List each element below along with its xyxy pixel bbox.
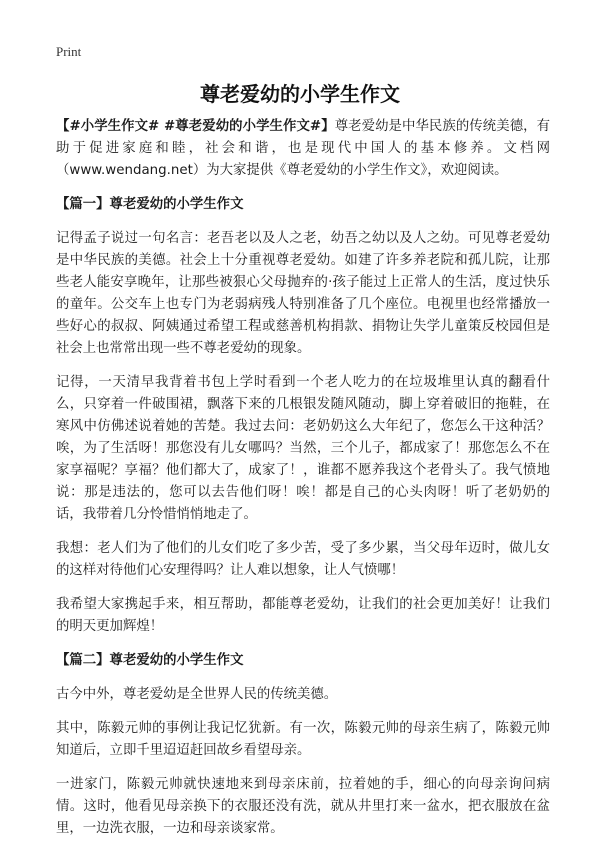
intro-paragraph: [56, 116, 550, 182]
paragraph: 古今中外，尊老爱幼是全世界人民的传统美德。: [56, 687, 338, 702]
article-body: [56, 116, 550, 852]
print-label: Print: [56, 44, 82, 59]
intro-tags: 【#小学生作文# #尊老爱幼的小学生作文#】: [56, 119, 335, 134]
paragraph: 记得孟子说过一句名言：老吾老以及人之老，幼吾之幼以及人之幼。可见尊老爱幼是中华民族的美德。社会上十分重视尊老爱幼。如建了许多养老院和孤儿院，让那些老人能安享晚年，让那些被狠心父母抛弃的·孩子能过上正常人的生活，度过快乐的童年。公交车上也专门为老弱病残人特别准备了几个座位。电视里也经常播放一些好心的叔叔、阿姨通过希望工程或慈善机构捐款、捐物让失学儿童策反校园但是社会上也常常出现一些不尊老爱幼的现象。: [56, 231, 550, 356]
paragraph: 我想：老人们为了他们的儿女们吃了多少苦，受了多少累，当父母年迈时，做儿女的这样对待他们心安理得吗？让人难以想象，让人气愤哪！: [56, 541, 550, 578]
paragraph: 记得，一天清早我背着书包上学时看到一个老人吃力的在垃圾堆里认真的翻看什么，只穿着一件破围裙，飘落下来的几根银发随风随动，脚上穿着破旧的拖鞋，在寒风中仿佛述说着她的苦楚。我过去问：老奶奶这么大年纪了，您怎么干这种活？唉，为了生活呀！那您没有儿女哪吗？当然，三个儿子，都成家了！那您怎么不在家享福呢？享福？他们都大了，成家了！，谁都不愿养我这个老骨头了。我气愤地说：那是违法的，您可以去告他们呀！唉！都是自己的心头肉呀！听了老奶奶的话，我带着几分怜惜悄悄地走了。: [56, 375, 550, 522]
section-heading-2: 【篇二】尊老爱幼的小学生作文: [56, 653, 244, 668]
section-heading-1: 【篇一】尊老爱幼的小学生作文: [56, 197, 244, 212]
paragraph: 一进家门，陈毅元帅就快速地来到母亲床前，拉着她的手，细心的向母亲询问病情。这时，他看见母亲换下的衣服还没有洗，就从井里打来一盆水，把衣服放在盆里，一边洗衣服，一边和母亲谈家常。: [56, 777, 550, 836]
page-title: 尊老爱幼的小学生作文: [200, 82, 400, 106]
intro-text: 尊老爱幼是中华民族的传统美德，有助于促进家庭和睦，社会和谐，也是现代中国人的基本修养。文档网（www.wendang.net）为大家提供《尊老爱幼的小学生作文》，欢迎阅读。: [56, 119, 551, 178]
paragraph: 其中，陈毅元帅的事例让我记忆犹新。有一次，陈毅元帅的母亲生病了，陈毅元帅知道后，立即千里迢迢赶回故乡看望母亲。: [56, 721, 550, 758]
paragraph: 我希望大家携起手来，相互帮助，都能尊老爱幼，让我们的社会更加美好！让我们的明天更加辉煌！: [56, 597, 550, 634]
